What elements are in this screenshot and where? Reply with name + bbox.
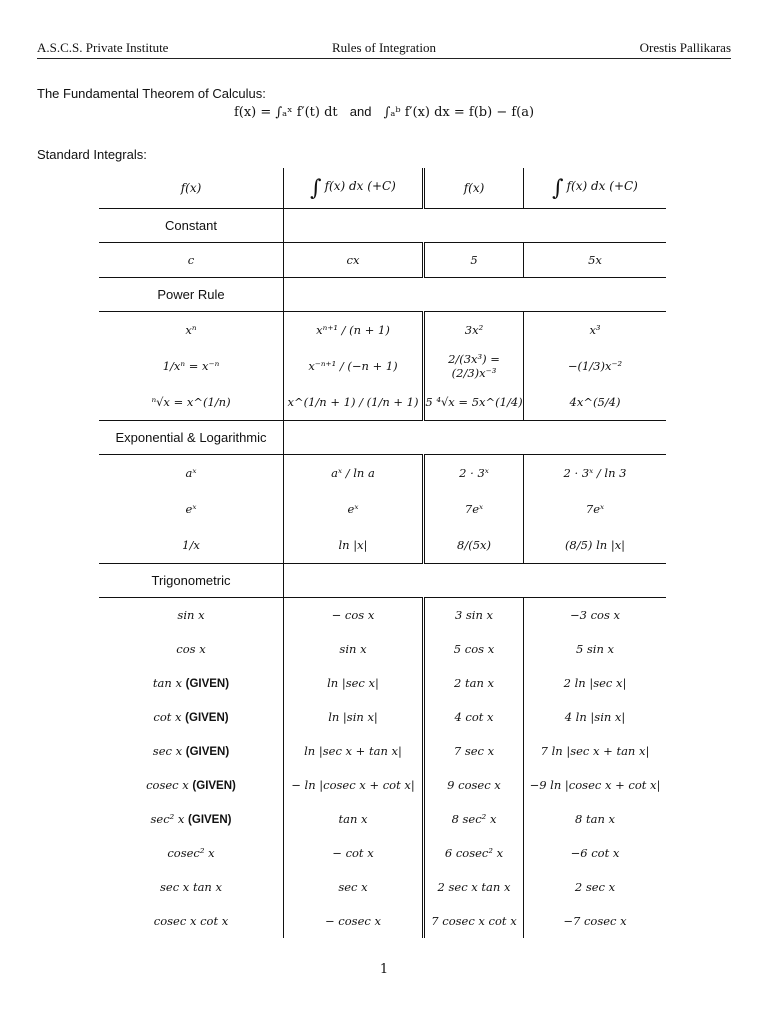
table-cell: cx <box>284 243 424 278</box>
header-integral-example: ∫ f(x) dx (+C) <box>524 168 667 209</box>
header-title: Rules of Integration <box>332 40 436 55</box>
ftc-formula <box>0 104 768 120</box>
table-cell: 7 sec x <box>453 744 495 758</box>
table-cell: ln |sin x| <box>284 700 424 734</box>
table-cell: 3x² <box>464 323 484 337</box>
section-blank <box>284 564 667 598</box>
table-cell: xⁿ <box>185 323 197 337</box>
header-fx-example: f(x) <box>463 181 485 195</box>
table-cell: tan x <box>284 802 424 836</box>
section-row <box>99 278 666 312</box>
table-cell: cosec² x <box>167 846 215 860</box>
table-cell: 6 cosec² x <box>444 846 504 860</box>
table-cell: 2 · 3ˣ / ln 3 <box>524 455 667 492</box>
table-row <box>99 666 666 700</box>
table-cell: cosec x (GIVEN) <box>146 778 236 792</box>
integral-sign-icon: ∫ <box>310 175 322 201</box>
table-cell: 2 ln |sec x| <box>524 666 667 700</box>
table-row <box>99 734 666 768</box>
ftc-connector: and <box>349 104 372 119</box>
table-cell: − cosec x <box>284 904 424 938</box>
table-row <box>99 491 666 527</box>
table-cell: ln |x| <box>284 527 424 564</box>
table-row <box>99 802 666 836</box>
section-title: Exponential & Logarithmic <box>99 421 284 455</box>
table-cell: x³ <box>524 312 667 349</box>
section-blank <box>284 421 667 455</box>
table-cell: 7eˣ <box>464 502 484 516</box>
table-row <box>99 768 666 802</box>
table-cell: −(1/3)x⁻² <box>524 348 667 384</box>
table-cell: 2 · 3ˣ <box>459 466 489 480</box>
table-cell: eˣ <box>185 502 197 516</box>
table-cell: ln |sec x| <box>284 666 424 700</box>
table-row <box>99 348 666 384</box>
section-row <box>99 421 666 455</box>
table-cell: − ln |cosec x + cot x| <box>284 768 424 802</box>
table-row <box>99 904 666 938</box>
table-cell: −6 cot x <box>524 836 667 870</box>
table-cell: aˣ <box>185 466 197 480</box>
table-row <box>99 836 666 870</box>
table-cell: − cos x <box>284 598 424 633</box>
table-cell: 4 ln |sin x| <box>524 700 667 734</box>
table-cell: 5 cos x <box>453 642 495 656</box>
table-cell: 4x^(5/4) <box>524 384 667 421</box>
table-header-row <box>99 168 666 209</box>
section-title: Power Rule <box>99 278 284 312</box>
table-cell: sin x <box>177 608 205 622</box>
table-cell: 7eˣ <box>524 491 667 527</box>
table-cell: ln |sec x + tan x| <box>284 734 424 768</box>
given-tag: (GIVEN) <box>192 780 236 792</box>
header-fx: f(x) <box>180 181 202 195</box>
table-cell: tan x (GIVEN) <box>152 676 230 690</box>
table-cell: 5 ⁴√x = 5x^(1/4) <box>425 395 523 409</box>
table-cell: 8/(5x) <box>457 538 491 552</box>
page-number: 1 <box>379 962 389 977</box>
section-title: Trigonometric <box>99 564 284 598</box>
integral-sign-icon: ∫ <box>552 175 564 201</box>
table-cell: x^(1/n + 1) / (1/n + 1) <box>284 384 424 421</box>
table-cell: −9 ln |cosec x + cot x| <box>524 768 667 802</box>
table-row <box>99 632 666 666</box>
table-row <box>99 598 666 633</box>
ftc-part2: ∫ₐᵇ f′(x) dx = f(b) − f(a) <box>383 105 535 120</box>
table-cell: cosec x cot x <box>153 914 229 928</box>
section-blank <box>284 209 667 243</box>
table-cell: −3 cos x <box>524 598 667 633</box>
table-cell: −7 cosec x <box>524 904 667 938</box>
table-row <box>99 527 666 564</box>
table-row <box>99 312 666 349</box>
given-tag: (GIVEN) <box>185 712 229 724</box>
integrals-table-body <box>99 168 666 938</box>
table-cell: 3 sin x <box>454 608 494 622</box>
table-cell: 4 cot x <box>454 710 494 724</box>
table-cell: c <box>187 253 195 267</box>
table-cell: 2/(3x³) = (2/3)x⁻³ <box>448 352 500 380</box>
standard-integrals-label: Standard Integrals: <box>37 147 147 162</box>
table-cell: sec x tan x <box>160 880 222 894</box>
table-cell: x⁻ⁿ⁺¹ / (−n + 1) <box>284 348 424 384</box>
table-cell: 1/xⁿ = x⁻ⁿ <box>162 359 220 373</box>
table-cell: ⁿ√x = x^(1/n) <box>151 395 231 409</box>
table-cell: 8 sec² x <box>451 812 497 826</box>
table-cell: xⁿ⁺¹ / (n + 1) <box>284 312 424 349</box>
page-header <box>37 40 731 58</box>
integrals-table <box>99 168 666 938</box>
table-cell: eˣ <box>284 491 424 527</box>
table-cell: 7 ln |sec x + tan x| <box>524 734 667 768</box>
table-cell: sec x (GIVEN) <box>152 744 230 758</box>
table-cell: sin x <box>284 632 424 666</box>
table-cell: 9 cosec x <box>447 778 501 792</box>
header-rule <box>37 58 731 59</box>
table-cell: − cot x <box>284 836 424 870</box>
table-row <box>99 455 666 492</box>
table-cell: 2 sec x <box>524 870 667 904</box>
ftc-label: The Fundamental Theorem of Calculus: <box>37 86 266 101</box>
table-row <box>99 243 666 278</box>
table-cell: 2 sec x tan x <box>437 880 511 894</box>
section-row <box>99 209 666 243</box>
table-cell: 1/x <box>182 538 200 552</box>
table-row <box>99 870 666 904</box>
table-cell: 7 cosec x cot x <box>431 914 517 928</box>
table-cell: sec x <box>284 870 424 904</box>
table-cell: cos x <box>176 642 206 656</box>
table-row <box>99 700 666 734</box>
table-row <box>99 384 666 421</box>
table-cell: 5 sin x <box>524 632 667 666</box>
table-cell: 5 <box>470 253 478 267</box>
header-integral: ∫ f(x) dx (+C) <box>284 168 424 209</box>
table-cell: 5x <box>524 243 667 278</box>
given-tag: (GIVEN) <box>185 678 230 690</box>
ftc-part1: f(x) = ∫ₐˣ f′(t) dt <box>233 105 338 120</box>
table-cell: 8 tan x <box>524 802 667 836</box>
table-cell: 2 tan x <box>454 676 494 690</box>
table-cell: sec² x (GIVEN) <box>150 812 232 826</box>
section-title: Constant <box>99 209 284 243</box>
section-blank <box>284 278 667 312</box>
table-cell: (8/5) ln |x| <box>524 527 667 564</box>
section-row <box>99 564 666 598</box>
given-tag: (GIVEN) <box>185 746 230 758</box>
table-cell: cot x (GIVEN) <box>153 710 229 724</box>
header-author: Orestis Pallikaras <box>639 40 731 55</box>
table-cell: aˣ / ln a <box>284 455 424 492</box>
header-institute: A.S.C.S. Private Institute <box>37 40 169 55</box>
given-tag: (GIVEN) <box>188 814 232 826</box>
